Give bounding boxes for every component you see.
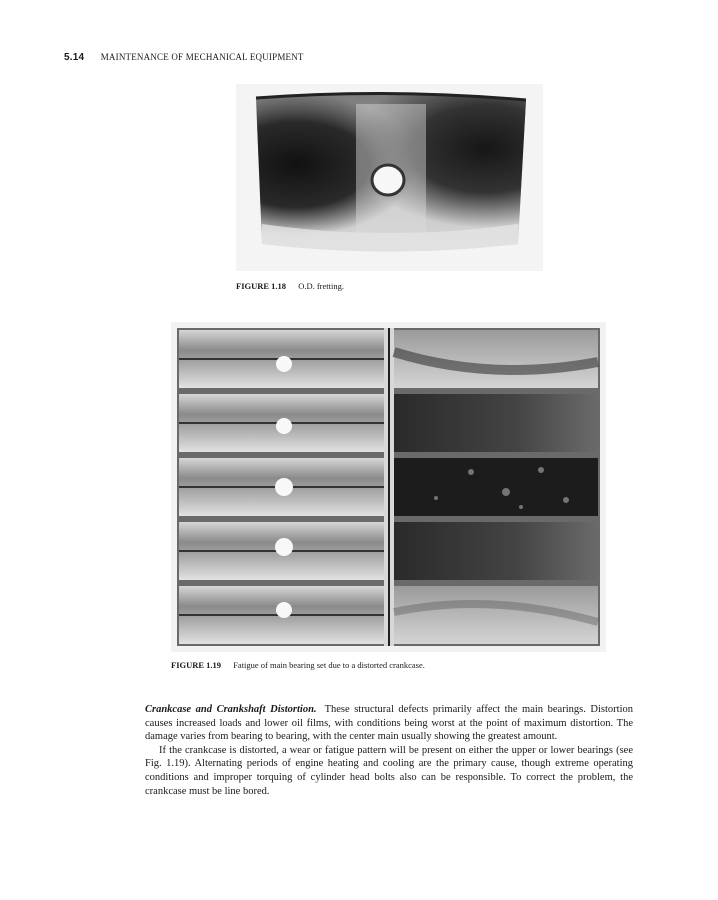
- run-in-heading: Crankcase and Crankshaft Distortion.: [145, 704, 317, 715]
- running-title: MAINTENANCE OF MECHANICAL EQUIPMENT: [100, 52, 304, 62]
- section-body: [145, 703, 633, 798]
- paragraph-1: [145, 703, 633, 744]
- figure-label: FIGURE 1.18: [236, 281, 287, 291]
- page-number: 5.14: [64, 52, 85, 63]
- paragraph-1-text: These structural defects primarily affect the main bearings. Distortion causes increased loads and lower oil films, with conditions being worst at the point of maximum distortion. The damage varies from bearing to bearing, with the center main usually showing the greatest amount.: [145, 704, 633, 743]
- figure-caption-text: O.D. fretting.: [298, 281, 344, 291]
- paragraph-2: If the crankcase is distorted, a wear or fatigue pattern will be present on either the upper or lower bearings (see Fig. 1.19). Alternating periods of engine heating and cooling are the primary cause, though extreme operating conditions and improper torquing of cylinder head bolts also can be responsible. To correct the problem, the crankcase must be line bored.: [145, 744, 633, 797]
- figure-1-19-photo: [171, 322, 606, 652]
- figure-1-19-caption: [171, 660, 425, 670]
- figure-1-18-photo: [236, 84, 543, 271]
- figure-caption-text: Fatigue of main bearing set due to a distorted crankcase.: [233, 660, 425, 670]
- running-head: [64, 52, 304, 63]
- figure-label: FIGURE 1.19: [171, 660, 222, 670]
- figure-1-18-caption: [236, 281, 344, 291]
